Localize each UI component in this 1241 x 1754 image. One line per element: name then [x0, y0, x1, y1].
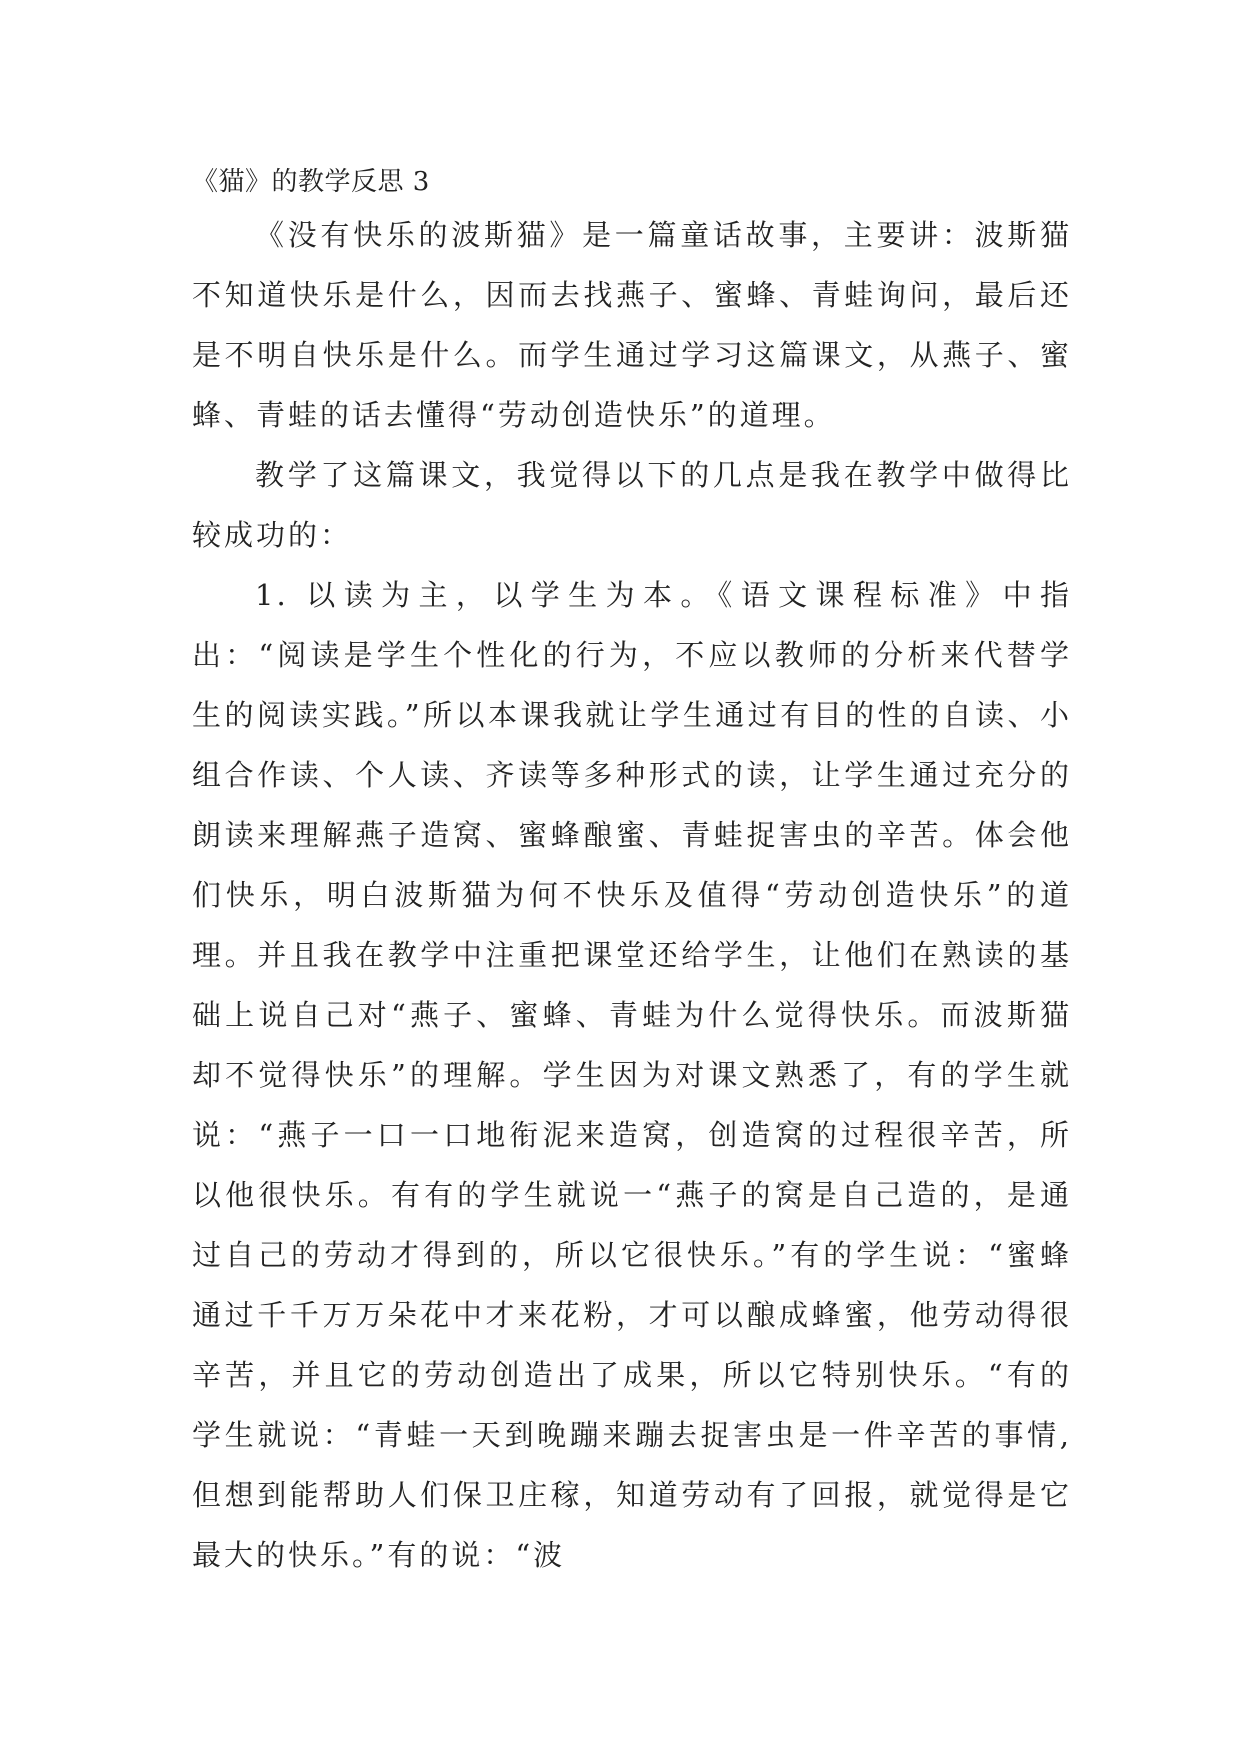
paragraph-reflection-lead: 教学了这篇课文，我觉得以下的几点是我在教学中做得比较成功的： — [192, 458, 1072, 552]
document-body — [192, 160, 1072, 1585]
paragraph-intro: 《没有快乐的波斯猫》是一篇童话故事，主要讲：波斯猫不知道快乐是什么，因而去找燕子、蜜蜂、青蛙询问，最后还是不明自快乐是什么。而学生通过学习这篇课文，从燕子、蜜蜂、青蛙的话去懂得“劳动创造快乐”的道理。 — [192, 218, 1072, 432]
document-title: 《猫》的教学反思 3 — [192, 167, 430, 197]
paragraph-point-1: 1. 以读为主，以学生为本。《语文课程标准》中指出：“阅读是学生个性化的行为，不应以教师的分析来代替学生的阅读实践。”所以本课我就让学生通过有目的性的自读、小组合作读、个人读、齐读等多种形式的读，让学生通过充分的朗读来理解燕子造窝、蜜蜂酿蜜、青蛙捉害虫的辛苦。体会他们快乐，明白波斯猫为何不快乐及值得“劳动创造快乐”的道理。并且我在教学中注重把课堂还给学生，让他们在熟读的基础上说自己对“燕子、蜜蜂、青蛙为什么觉得快乐。而波斯猫却不觉得快乐”的理解。学生因为对课文熟悉了，有的学生就说：“燕子一口一口地衔泥来造窝，创造窝的过程很辛苦，所以他很快乐。有有的学生就说一“燕子的窝是自己造的，是通过自己的劳动才得到的，所以它很快乐。”有的学生说：“蜜蜂通过千千万万朵花中才来花粉，才可以酿成蜂蜜，他劳动得很辛苦，并且它的劳动创造出了成果，所以它特别快乐。“有的学生就说：“青蛙一天到晚蹦来蹦去捉害虫是一件辛苦的事情,但想到能帮助人们保卫庄稼，知道劳动有了回报，就觉得是它最大的快乐。”有的说：“波 — [192, 578, 1072, 1572]
